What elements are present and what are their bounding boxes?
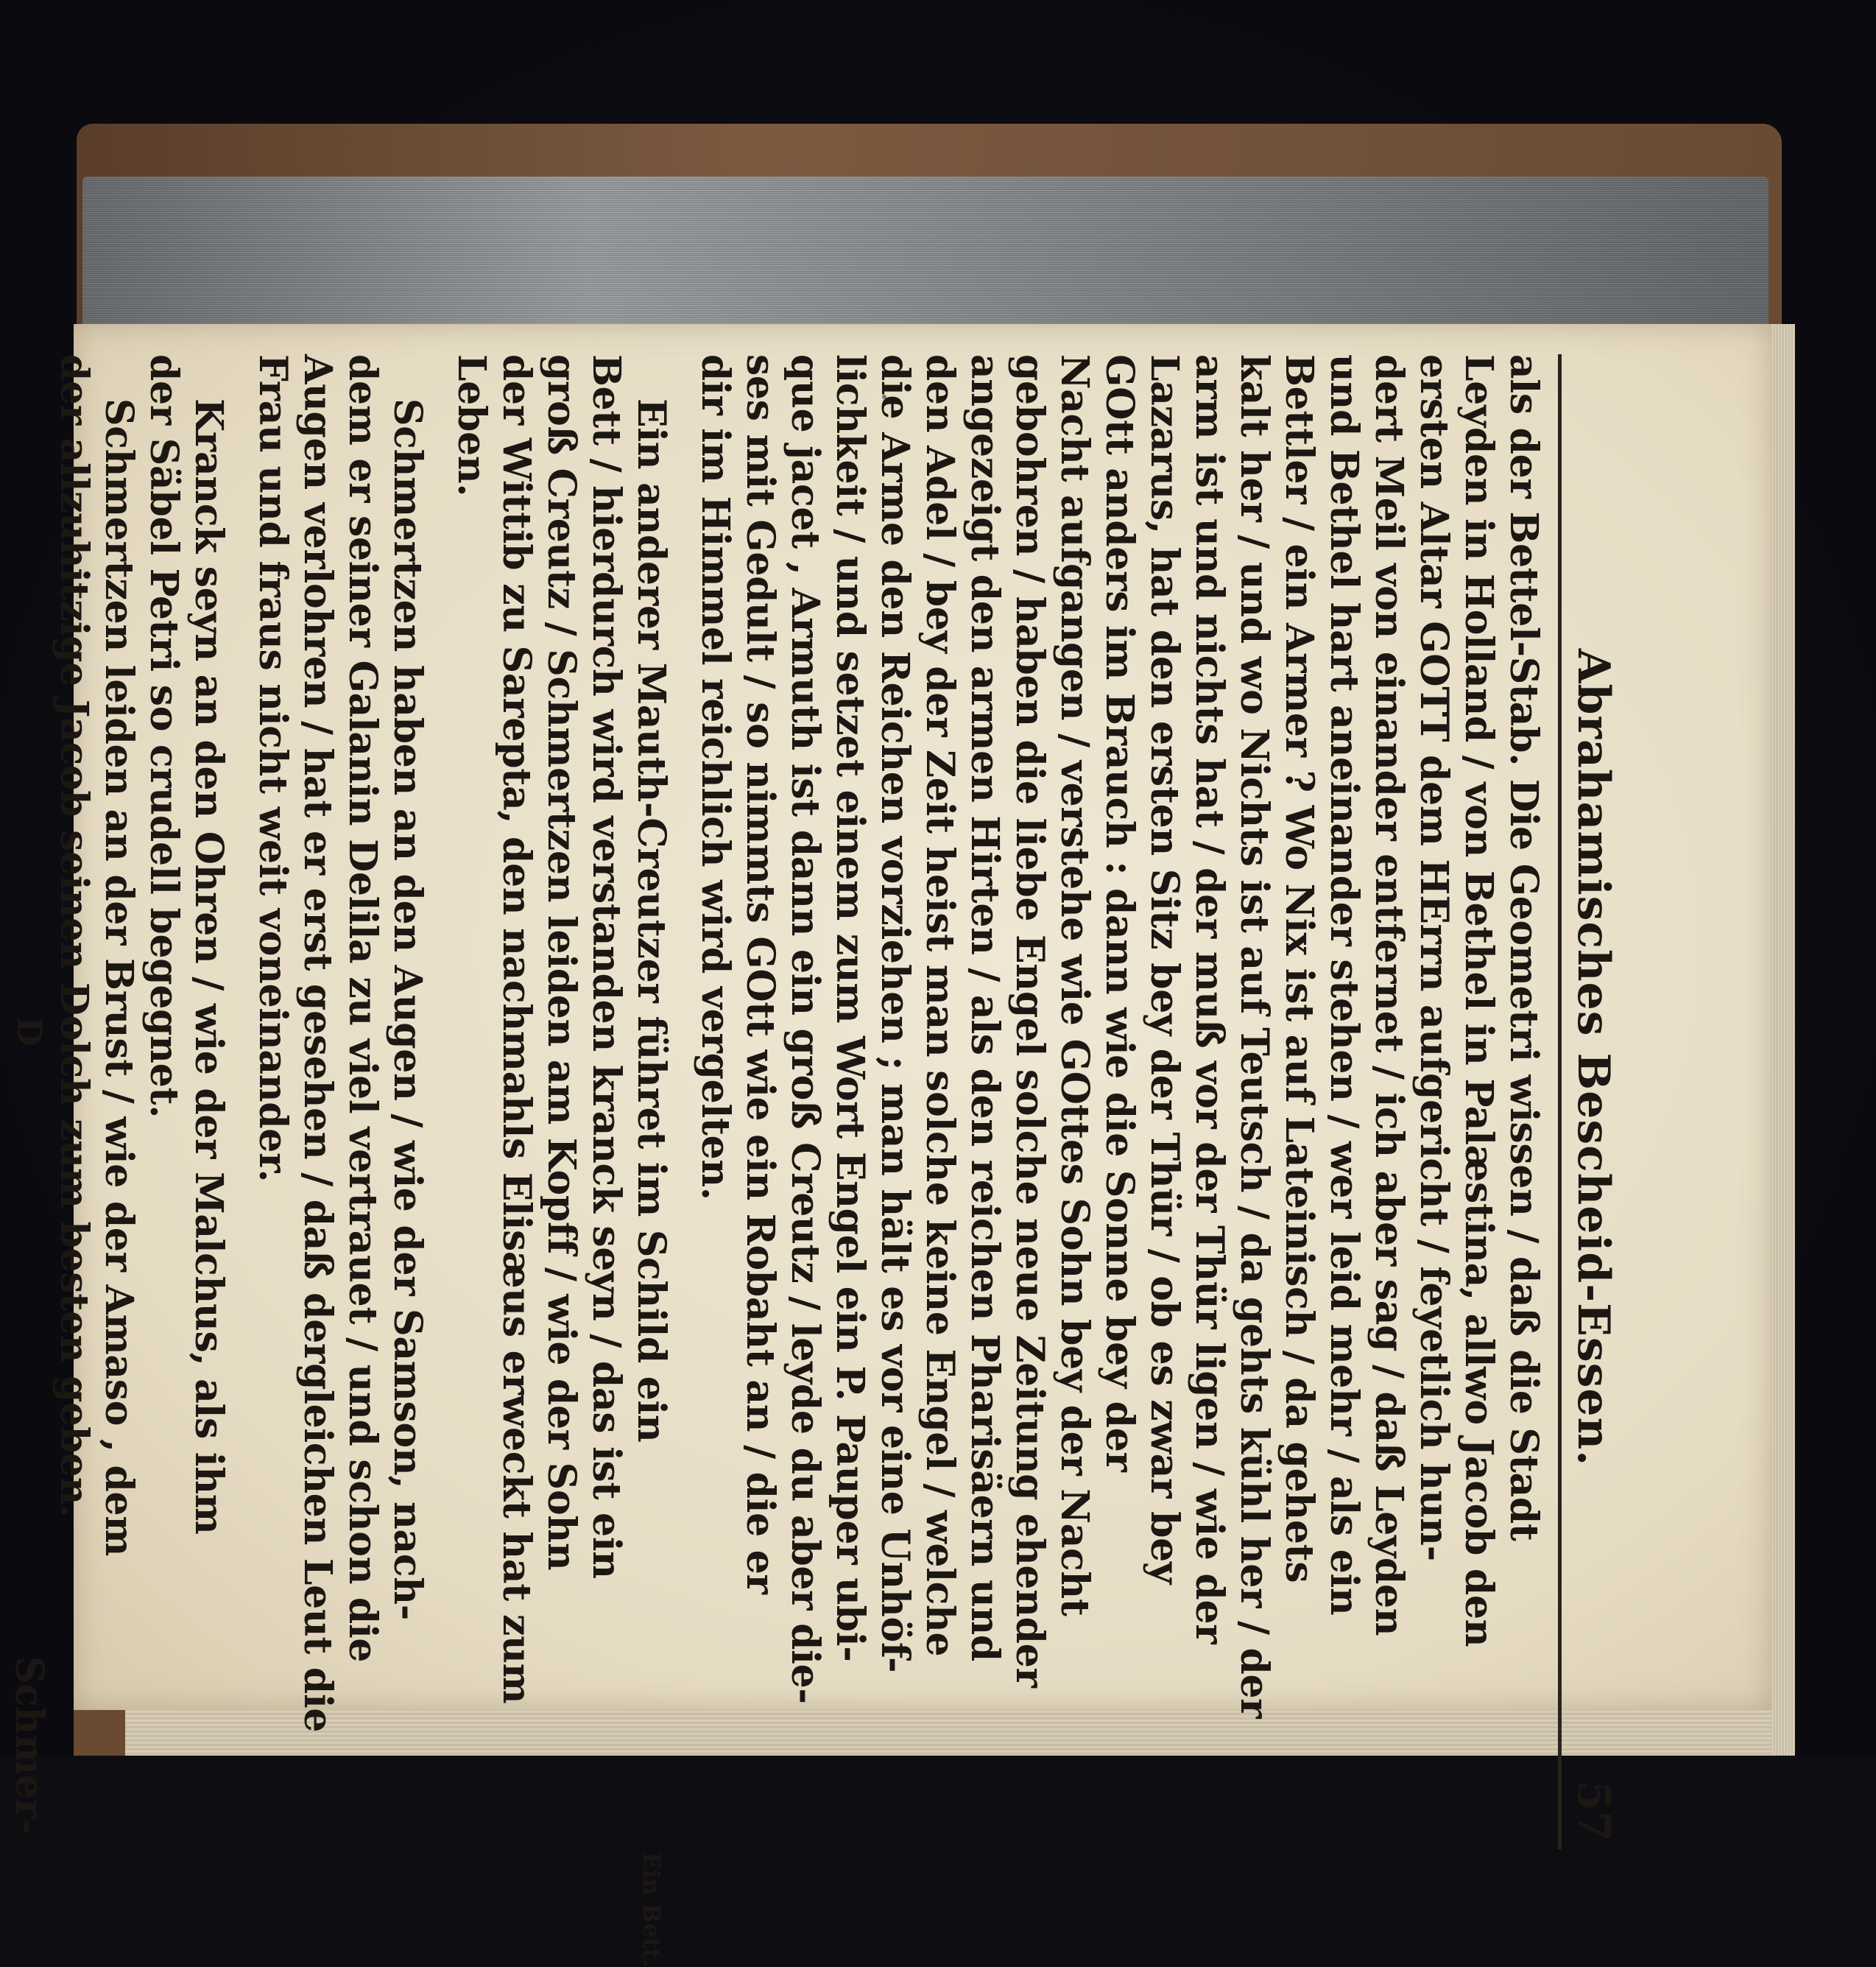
page-block-edge [82, 177, 1769, 340]
text-line: Bettler / ein Armer ? Wo Nix ist auf Lateinisch / da gehets [1277, 354, 1322, 1583]
text-line: den Adel / bey der Zeit heist man solche keine Engel / welche [917, 354, 962, 1657]
paragraph-1 [693, 354, 1546, 1849]
text-line: der allzuhitzige Jacob seinen Dolch zum besten geben. [52, 354, 96, 1519]
text-line: Bett / hierdurch wird verstanden kranck seyn / das ist ein [584, 354, 629, 1579]
text-line: Augen verlohren / hat er erst gesehen / daß dergleichen Leut die [295, 354, 340, 1733]
text-line: Frau und fraus nicht weit voneinander. [250, 354, 295, 1183]
text-line: Schmertzen leiden an der Brust / wie der Amaso , dem [96, 398, 141, 1557]
text-line: Kranck seyn an den Ohren / wie der Malchus, als ihm [186, 398, 231, 1535]
text-line: der Wittib zu Sarepta, den nachmahls Elisæus erweckt hat zum [494, 354, 539, 1704]
signature-mark: D [10, 1017, 49, 1046]
footer-line [7, 354, 52, 1849]
text-line: arm ist und nichts hat / der muß vor der Thür ligen / wie der [1187, 354, 1232, 1644]
text-line: que jacet , Armuth ist dann ein groß Creutz / leyde du aber die- [783, 354, 828, 1704]
paragraph-gap [430, 354, 449, 1849]
text-line: Ein anderer Mauth-Creutzer führet im Schild ein [629, 398, 674, 1443]
page-block-side [1770, 324, 1795, 1756]
text-line: GOtt anders im Brauch : dann wie die Sonne bey der [1097, 354, 1142, 1472]
page-body [7, 354, 1558, 1967]
text-line: dert Meil von einander entfernet / ich aber sag / daß Leyden [1367, 354, 1411, 1636]
paragraph-4 [141, 354, 231, 1849]
running-title: Abrahamisches Bescheid-Essen. [1568, 648, 1619, 1467]
page-number: 57 [1568, 1780, 1619, 1842]
text-line: ersten Altar GOTT dem HErrn aufgericht / feyetlich hun- [1411, 354, 1456, 1561]
text-line: groß Creutz / Schmertzen leiden am Kopff / wie der Sohn [539, 354, 584, 1571]
text-line: die Arme den Reichen vorziehen ; man hält es vor eine Unhöf- [872, 354, 917, 1673]
paragraph-2 [449, 354, 674, 1967]
text-line: Nacht aufgangen / verstehe wie GOttes Sohn bey der Nacht [1052, 354, 1097, 1616]
paragraph-gap [231, 354, 250, 1849]
text-line: ses mit Gedult / so nimmts GOtt wie ein Robaht an / die er [738, 354, 783, 1594]
text-line: dir im Himmel reichlich wird vergelten. [693, 354, 738, 1200]
paragraph-5 [52, 354, 141, 1849]
paragraph-gap [674, 354, 693, 1849]
paragraph-3 [250, 354, 430, 1849]
text-line: kalt her / und wo Nichts ist auf Teutsch / da gehts kühl her / der [1232, 354, 1277, 1719]
text-line: Leben. [449, 354, 494, 497]
text-line: Leyden in Holland / von Bethel in Palæstina, allwo Jacob den [1456, 354, 1501, 1647]
printed-text-block [7, 354, 1629, 1967]
margin-note: Ein Bett. [638, 1851, 666, 1967]
text-line: und Bethel hart aneinander stehen / wer leid mehr / als ein [1322, 354, 1367, 1616]
catchword: Schmer- [7, 1655, 52, 1834]
page-header [1558, 354, 1629, 1849]
text-line: Lazarus, hat den ersten Sitz bey der Thür / ob es zwar bey [1142, 354, 1187, 1584]
text-line: Schmertzen haben an den Augen / wie der Samson, nach- [385, 398, 430, 1621]
text-line: lichkeit / und setzet einem zum Wort Engel ein P. Pauper ubi- [828, 354, 872, 1662]
text-line: als der Bettel-Stab. Die Geometri wissen / daß die Stadt [1501, 354, 1546, 1541]
text-line: gebohren / haben die liebe Engel solche neue Zeitung ehender [1007, 354, 1052, 1688]
text-line: der Säbel Petri so crudell begegnet. [141, 354, 186, 1118]
text-line: angezeigt den armen Hirten / als den reichen Pharisäern und [962, 354, 1007, 1661]
text-line: dem er seiner Galanin Delila zu viel vertrauet / und schon die [340, 354, 385, 1663]
